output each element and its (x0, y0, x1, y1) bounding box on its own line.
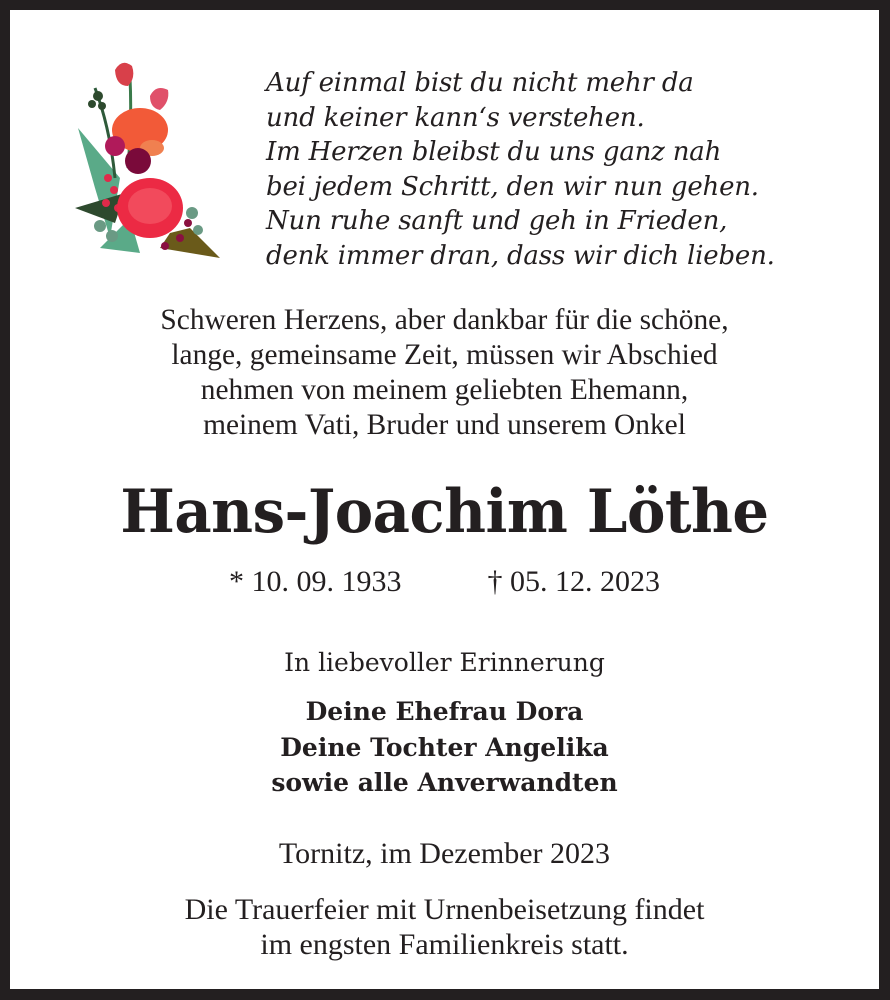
family-member: sowie alle Anverwandten (271, 768, 618, 797)
intro-line: Schweren Herzens, aber dankbar für die schöne, (160, 303, 729, 336)
poem-line: bei jedem Schritt, den wir nun gehen. (266, 171, 759, 202)
poem-line: Im Herzen bleibst du uns ganz nah (266, 137, 722, 167)
poem-line: Auf einmal bist du nicht mehr da (266, 68, 694, 98)
family-list (10, 694, 879, 801)
intro-line: lange, gemeinsame Zeit, müssen wir Abschied (171, 338, 718, 371)
intro-line: nehmen von meinem geliebten Ehemann, (200, 373, 689, 406)
service-info (10, 892, 879, 962)
family-member: Deine Tochter Angelika (280, 732, 609, 762)
poem-line: Nun ruhe sanft und geh in Frieden, (266, 206, 728, 236)
life-dates (10, 562, 879, 602)
poem-line: und keiner kann‘s verstehen. (266, 102, 645, 133)
flower-bouquet-icon (70, 58, 235, 268)
birth-date: * 10. 09. 1933 (229, 565, 402, 598)
intro-text (19, 302, 871, 442)
death-date: † 05. 12. 2023 (487, 565, 660, 598)
service-line: im engsten Familienkreis statt. (260, 928, 629, 961)
place-date: Tornitz, im Dezember 2023 (278, 837, 611, 870)
intro-line: meinem Vati, Bruder und unserem Onkel (203, 408, 686, 441)
poem (266, 66, 775, 273)
poem-line: denk immer dran, dass wir dich lieben. (266, 240, 775, 271)
deceased-name: Hans-Joachim Löthe (120, 477, 769, 547)
family-member: Deine Ehefrau Dora (305, 697, 584, 726)
obituary-notice (10, 10, 879, 989)
service-line: Die Trauerfeier mit Urnenbeisetzung findet (184, 893, 705, 926)
memory-line: In liebevoller Erinnerung (284, 648, 605, 677)
